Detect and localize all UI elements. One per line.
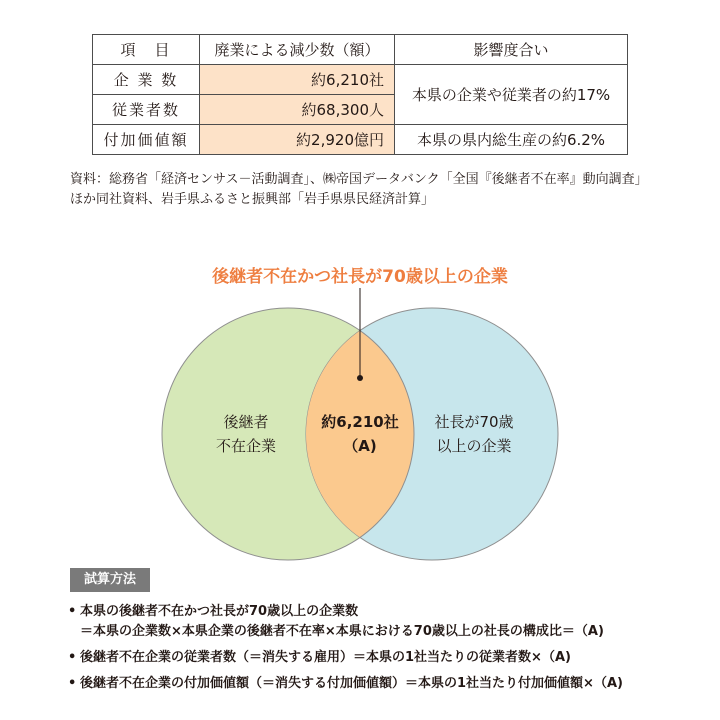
source-line-1: 資料：総務省「経済センサス－活動調査」、㈱帝国データバンク「全国『後継者不在率』動向調査」 xyxy=(70,172,648,187)
header-value: 廃業による減少数（額） xyxy=(200,35,395,65)
row-degree-value-added: 本県の県内総生産の約6.2% xyxy=(395,125,628,155)
center-label-1: 約6,210社 xyxy=(321,413,399,431)
center-label-2: （A) xyxy=(343,437,377,455)
venn-title: 後継者不在かつ社長が70歳以上の企業 xyxy=(212,267,508,287)
left-circle-label-2: 不在企業 xyxy=(215,437,277,455)
row-value-employees: 約68,300人 xyxy=(200,95,395,125)
row-value-companies: 約6,210社 xyxy=(200,65,395,95)
leader-dot xyxy=(357,375,363,381)
right-circle-label-2: 以上の企業 xyxy=(436,437,512,455)
row-degree-companies-employees: 本県の企業や従業者の約17% xyxy=(395,65,628,125)
list-item xyxy=(68,674,708,694)
method-2-line-1: • 後継者不在企業の従業者数（＝消失する雇用）＝本県の1社当たりの従業者数×（A) xyxy=(80,650,571,665)
row-item-value-added: 付加価値額 xyxy=(93,125,200,155)
row-item-employees: 従業者数 xyxy=(93,95,200,125)
row-item-companies: 企 業 数 xyxy=(93,65,200,95)
header-degree: 影響度合い xyxy=(395,35,628,65)
method-3-line-1: • 後継者不在企業の付加価値額（＝消失する付加価値額）＝本県の1社当たり付加価値額×（A) xyxy=(80,676,623,691)
calc-method-badge: 試算方法 xyxy=(70,568,150,592)
left-circle-label-1: 後継者 xyxy=(223,413,269,431)
method-1-line-2: ＝本県の企業数×本県企業の後継者不在率×本県における70歳以上の社長の構成比＝（A) xyxy=(80,624,604,639)
header-item: 項 目 xyxy=(93,35,200,65)
list-item xyxy=(68,602,708,642)
calc-method-list xyxy=(68,602,708,700)
row-value-value-added: 約2,920億円 xyxy=(200,125,395,155)
list-item xyxy=(68,648,708,668)
right-circle-label-1: 社長が70歳 xyxy=(434,413,514,431)
method-1-line-1: • 本県の後継者不在かつ社長が70歳以上の企業数 xyxy=(80,604,359,619)
source-line-2: ほか同社資料、岩手県ふるさと振興部「岩手県県民経済計算」 xyxy=(70,192,435,207)
